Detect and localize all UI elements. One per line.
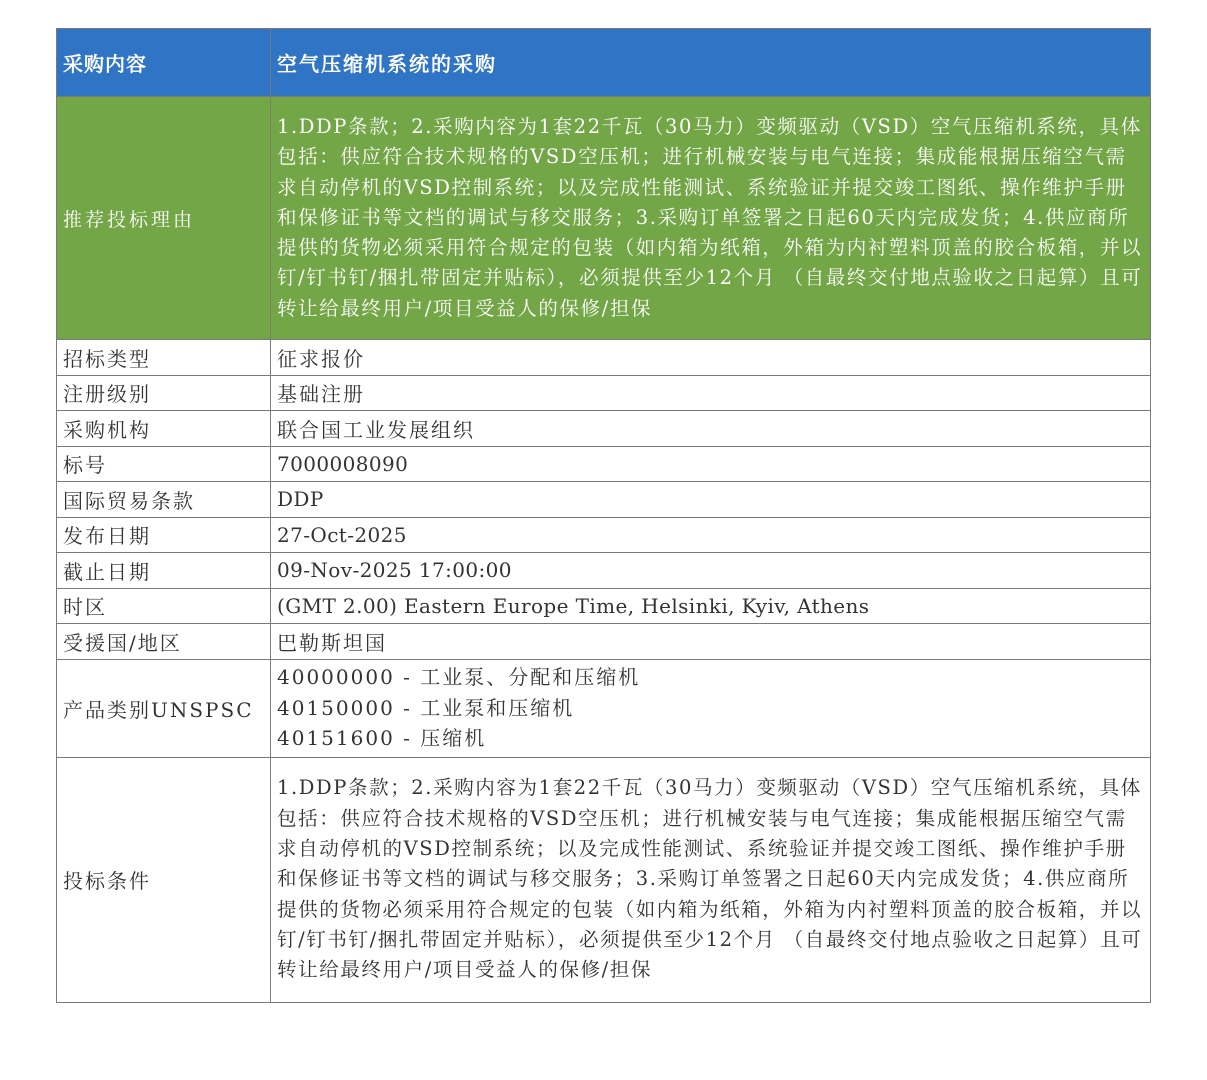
conditions-label: 投标条件	[57, 757, 271, 1002]
conditions-text: 1.DDP条款；2.采购内容为1套22千瓦（30马力）变频驱动（VSD）空气压缩机系统，具体包括：供应符合技术规格的VSD空压机；进行机械安装与电气连接；集成能根据压缩空气需求自动停机的VSD控制系统；以及完成性能测试、系统验证并提交竣工图纸、操作维护手册和保修证书等文档的调试与移交服务；3.采购订单签署之日起60天内完成发货；4.供应商所提供的货物必须采用符合规定的包装（如内箱为纸箱，外箱为内衬塑料顶盖的胶合板箱，并以钉/钉书钉/捆扎带固定并贴标），必须提供至少12个月 （自最终交付地点验收之日起算）且可转让给最终用户/项目受益人的保修/担保	[271, 757, 1151, 1002]
publish-date-value: 27-Oct-2025	[271, 517, 1151, 553]
deadline-label: 截止日期	[57, 553, 271, 589]
timezone-label: 时区	[57, 588, 271, 624]
unspsc-line: 40150000 - 工业泵和压缩机	[277, 695, 575, 720]
deadline-row	[57, 553, 1151, 589]
recommendation-label: 推荐投标理由	[57, 97, 271, 340]
recommendation-row	[57, 97, 1151, 340]
beneficiary-row	[57, 624, 1151, 660]
registration-level-row	[57, 375, 1151, 411]
publish-date-row	[57, 517, 1151, 553]
unspsc-row	[57, 659, 1151, 757]
beneficiary-label: 受援国/地区	[57, 624, 271, 660]
unspsc-line: 40000000 - 工业泵、分配和压缩机	[277, 665, 641, 690]
unspsc-label: 产品类别UNSPSC	[57, 659, 271, 757]
tender-number-value: 7000008090	[271, 446, 1151, 482]
agency-value: 联合国工业发展组织	[271, 411, 1151, 447]
unspsc-line: 40151600 - 压缩机	[277, 726, 487, 751]
tender-number-label: 标号	[57, 446, 271, 482]
unspsc-value	[271, 659, 1151, 757]
agency-label: 采购机构	[57, 411, 271, 447]
registration-level-value: 基础注册	[271, 375, 1151, 411]
publish-date-label: 发布日期	[57, 517, 271, 553]
conditions-row	[57, 757, 1151, 1002]
registration-level-label: 注册级别	[57, 375, 271, 411]
recommendation-text: 1.DDP条款；2.采购内容为1套22千瓦（30马力）变频驱动（VSD）空气压缩机系统，具体包括：供应符合技术规格的VSD空压机；进行机械安装与电气连接；集成能根据压缩空气需求自动停机的VSD控制系统；以及完成性能测试、系统验证并提交竣工图纸、操作维护手册和保修证书等文档的调试与移交服务；3.采购订单签署之日起60天内完成发货；4.供应商所提供的货物必须采用符合规定的包装（如内箱为纸箱，外箱为内衬塑料顶盖的胶合板箱，并以钉/钉书钉/捆扎带固定并贴标），必须提供至少12个月 （自最终交付地点验收之日起算）且可转让给最终用户/项目受益人的保修/担保	[271, 97, 1151, 340]
timezone-value: (GMT 2.00) Eastern Europe Time, Helsinki, Kyiv, Athens	[271, 588, 1151, 624]
incoterm-label: 国际贸易条款	[57, 482, 271, 518]
header-label: 采购内容	[57, 29, 271, 97]
tender-info-table	[56, 28, 1151, 1003]
timezone-row	[57, 588, 1151, 624]
beneficiary-value: 巴勒斯坦国	[271, 624, 1151, 660]
agency-row	[57, 411, 1151, 447]
procurement-title: 空气压缩机系统的采购	[271, 29, 1151, 97]
incoterm-value: DDP	[271, 482, 1151, 518]
tender-type-row	[57, 340, 1151, 376]
tender-number-row	[57, 446, 1151, 482]
tender-type-value: 征求报价	[271, 340, 1151, 376]
incoterm-row	[57, 482, 1151, 518]
deadline-value: 09-Nov-2025 17:00:00	[271, 553, 1151, 589]
tender-type-label: 招标类型	[57, 340, 271, 376]
header-row	[57, 29, 1151, 97]
